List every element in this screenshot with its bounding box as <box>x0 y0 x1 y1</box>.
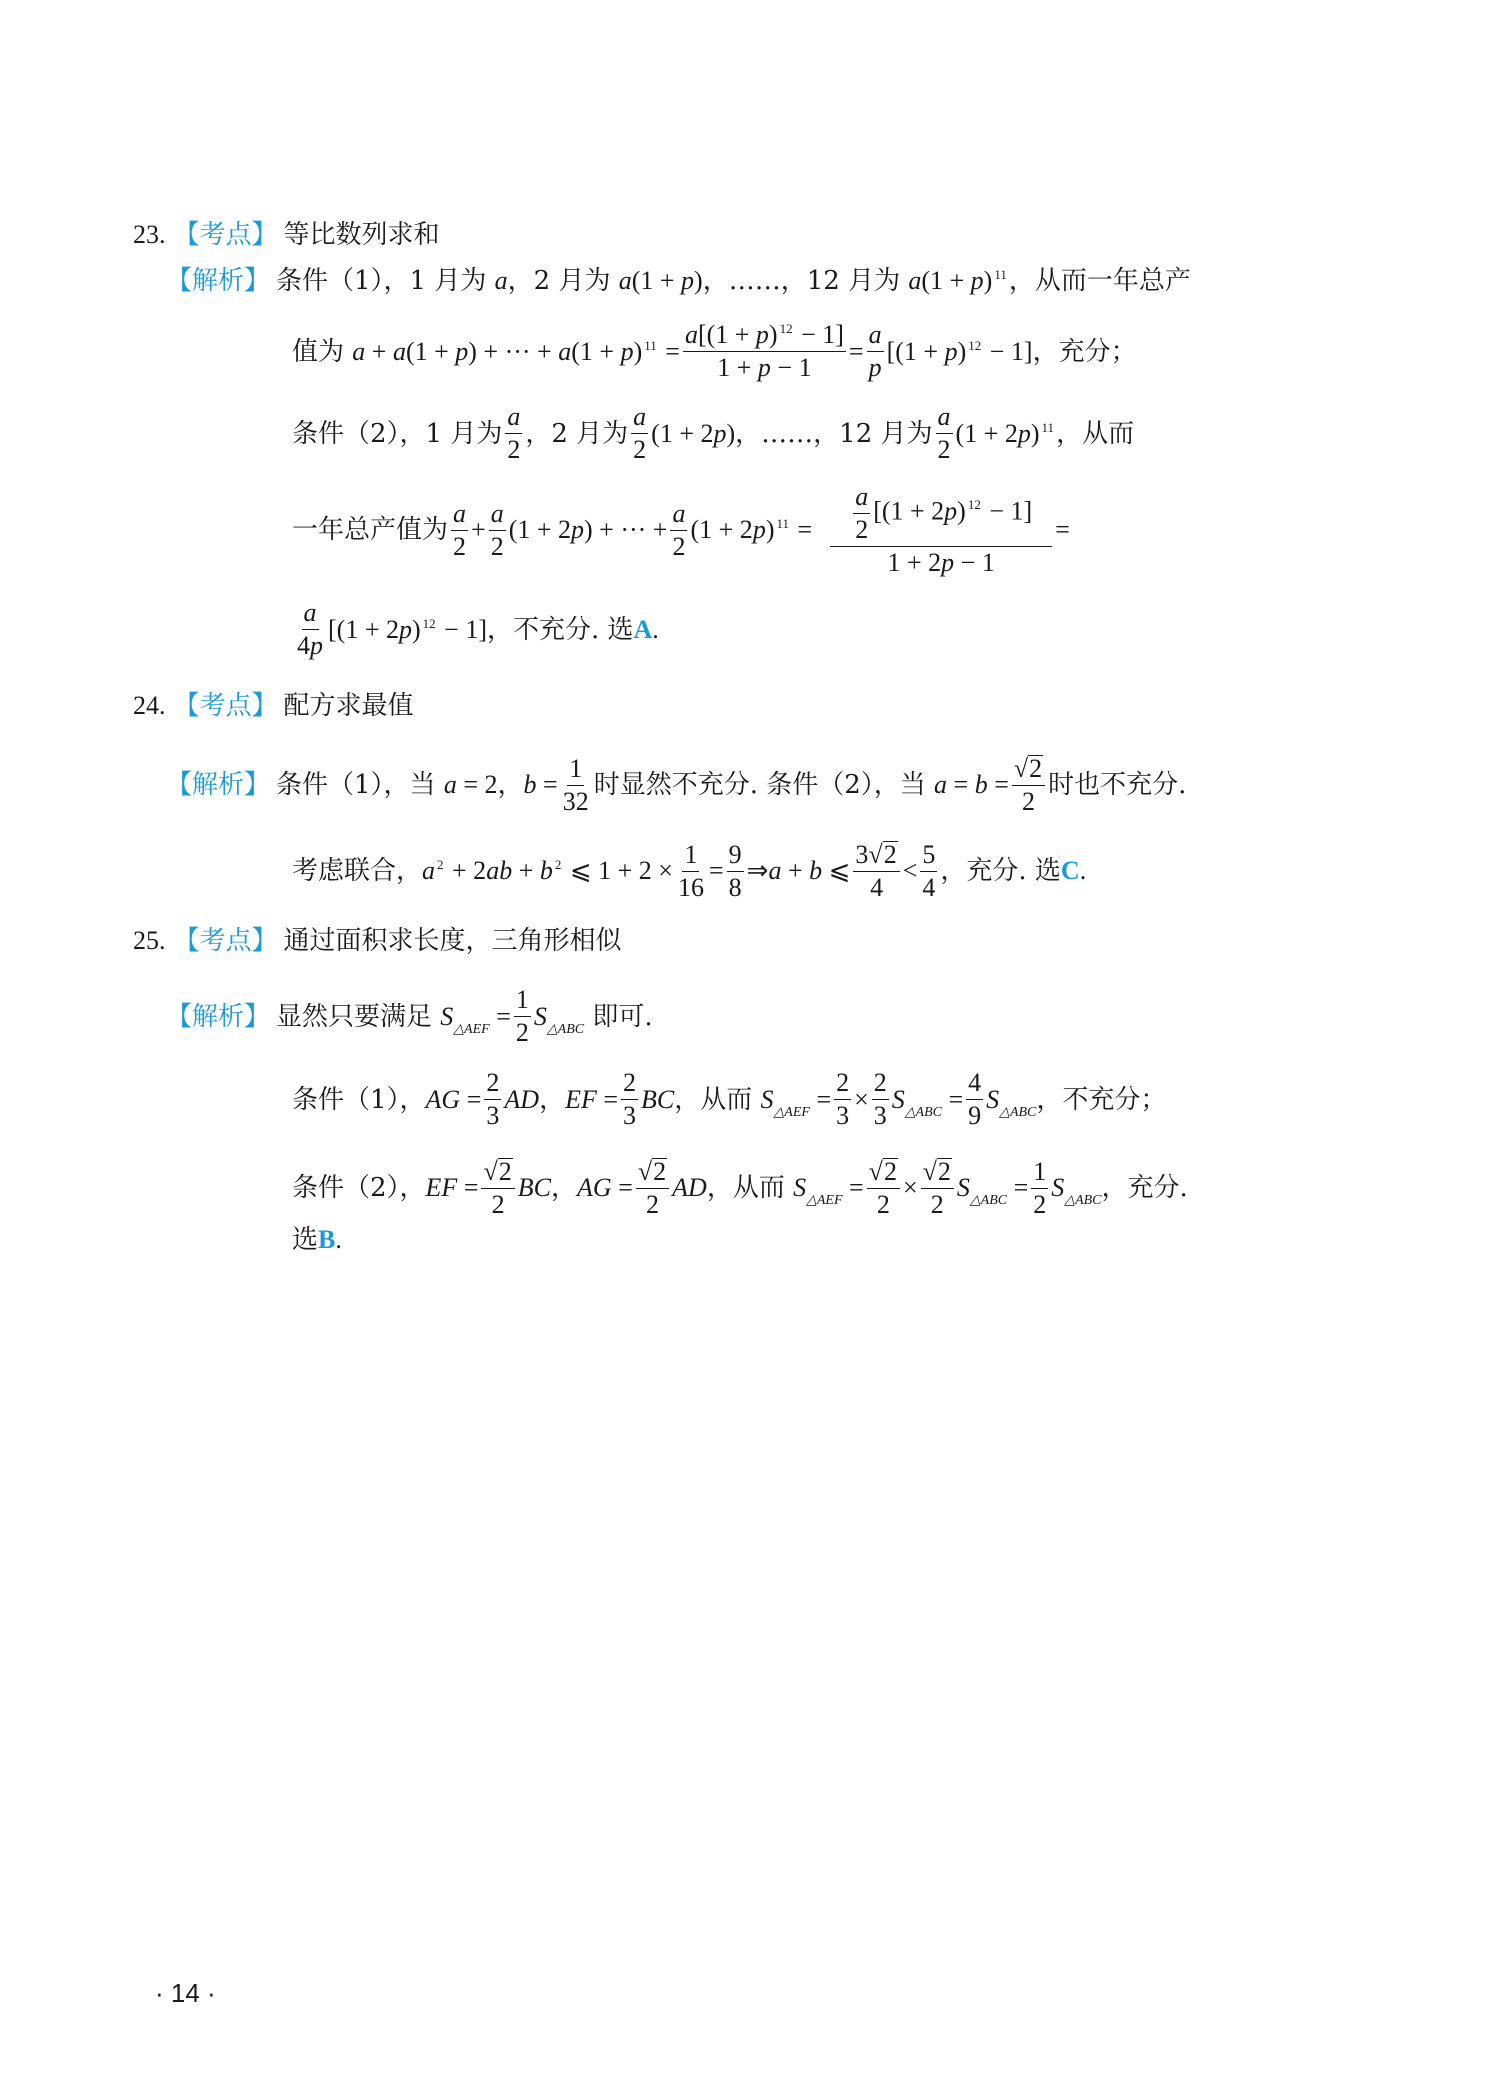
q25-header <box>133 928 622 954</box>
q24-answer: C <box>1060 856 1080 885</box>
question-number: 24. <box>133 691 166 720</box>
point-text: 通过面积求长度，三角形相似 <box>283 926 622 956</box>
q24-line1: 【解析】 条件（1），当 a = 2，b = $\frac{1}{32}$ 时显然不充分. 条件（2），当 a = b = $\frac{√2}{2}$ 时也不充分. <box>166 753 1187 816</box>
q25-line3: 条件（2），EF = $\frac{√2}{2}$ BC，AG = $\frac{√2}{2}$ AD，从而 $S_{\triangle AEF}$ = $\frac{√2}{2}$ × $\frac{√2}{2}$ $S_{\triangle ABC}$ = $\frac{1}{2}$ $S_{\triangle ABC}$，充分. <box>292 1156 1188 1219</box>
page-number: · 14 · <box>155 1978 216 2008</box>
analysis-tag: 【解析】 <box>166 1001 271 1032</box>
q23-header <box>133 222 440 248</box>
question-number: 23. <box>133 220 166 249</box>
q23-line1: 【解析】 条件（1），1 月为 a，2 月为 a(1 + p)，……，12 月为 a(1 + p) $^{11}$，从而一年总产 <box>166 266 1191 296</box>
analysis-tag: 【解析】 <box>166 770 271 800</box>
q23-line4: 一年总产值为 $\frac{a}{2}$ + $\frac{a}{2}$ (1 + 2p) + ··· + $\frac{a}{2}$ (1 + 2p) $^{11}$ = $\frac{a}{2}$ [(1 + 2p) $^{12}$ − 1] 1 + 2p − 1 = <box>292 482 1070 577</box>
point-text: 等比数列求和 <box>283 220 440 250</box>
q25-line1: 【解析】 显然只要满足 $S_{\triangle AEF}$ = $\frac{1}{2}$ $S_{\triangle ABC}$ 即可. <box>166 985 653 1047</box>
analysis-tag: 【解析】 <box>166 266 271 296</box>
q25-line2: 条件（1），AG = $\frac{2}{3}$ AD，EF = $\frac{2}{3}$ BC，从而 $S_{\triangle AEF}$ = $\frac{2}{3}$ × $\frac{2}{3}$ $S_{\triangle ABC}$ = $\frac{4}{9}$ $S_{\triangle ABC}$，不充分； <box>292 1068 1167 1130</box>
point-tag: 【考点】 <box>173 691 278 721</box>
q23-line5: $\frac{a}{4p}$ [(1 + 2p) $^{12}$ − 1]，不充分. 选 A . <box>297 598 659 660</box>
point-tag: 【考点】 <box>173 926 278 956</box>
q24-line2: 考虑联合，a $^2$ + 2ab + b $^2$ ⩽ 1 + 2 × $\frac{1}{16}$ = $\frac{9}{8}$ ⇒a + b ⩽ $\frac{3√2}{4}$ < $\frac{5}{4}$ ，充分. 选 C . <box>292 839 1087 902</box>
q23-line2: 值为 a + a(1 + p) + ··· + a(1 + p) $^{11}$ = $\frac{a[(1 + p) ^{12} - 1]}{1 + p - 1}$ = $\frac{a}{p}$ [(1 + p) $^{12}$ − 1]，充分； <box>292 320 1137 382</box>
q25-answer: B <box>318 1225 336 1254</box>
q24-header <box>133 693 414 719</box>
q23-line3: 条件（2），1 月为 $\frac{a}{2}$ ，2 月为 $\frac{a}{2}$ (1 + 2p)，……，12 月为 $\frac{a}{2}$ (1 + 2p) $^{11}$，从而 <box>292 402 1135 464</box>
point-text: 配方求最值 <box>283 691 414 721</box>
q25-line4: 选 B . <box>292 1225 342 1255</box>
question-number: 25. <box>133 926 166 955</box>
point-tag: 【考点】 <box>173 220 278 250</box>
q23-answer: A <box>633 614 653 644</box>
